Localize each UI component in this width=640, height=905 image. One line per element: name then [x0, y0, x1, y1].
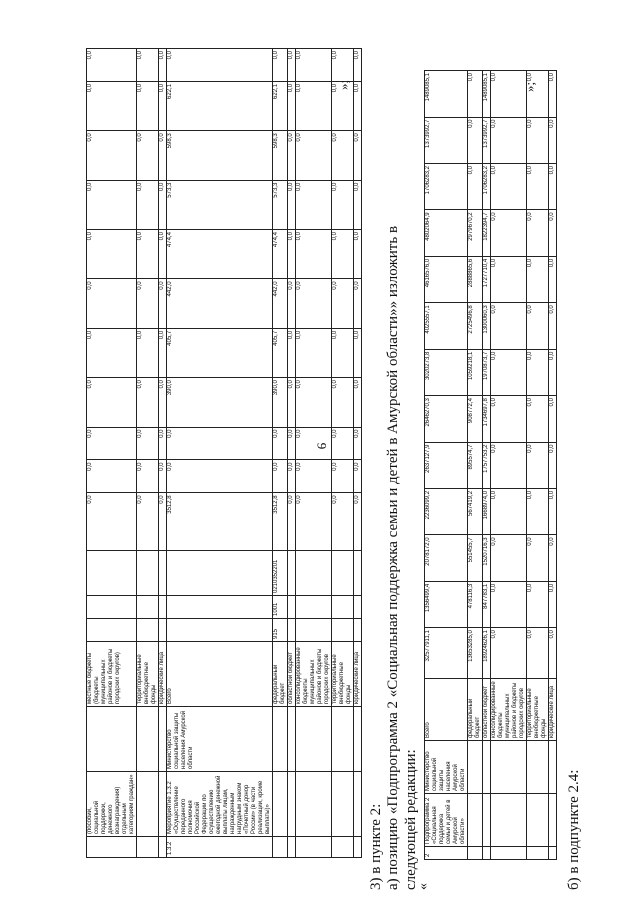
value-cell: 0,0	[87, 131, 137, 180]
table-cell: 2	[425, 847, 468, 860]
table-cell	[273, 772, 288, 837]
table-cell	[491, 741, 527, 794]
table-cell	[87, 707, 137, 772]
value-cell: 573,3	[273, 180, 288, 229]
value-cell: 0,0	[354, 378, 362, 427]
table-row	[159, 49, 167, 858]
table-cell: (пособий, социальной поддержки, денежного вознаграждения) отдельным категориям граждан»	[87, 772, 137, 837]
table-cell	[354, 551, 362, 596]
budget-table-continuation	[86, 48, 362, 858]
table-cell	[87, 596, 137, 619]
table-cell: юридические лица	[549, 679, 557, 741]
value-cell: 0,0	[549, 210, 557, 256]
value-cell: 0,0	[288, 279, 296, 328]
table-1	[86, 48, 362, 858]
value-cell: 567419,2	[468, 488, 483, 534]
value-cell: 1668974,0	[483, 488, 491, 534]
value-cell: 622,1	[273, 81, 288, 130]
value-cell: 0,0	[527, 581, 549, 627]
value-cell: 0,0	[549, 396, 557, 442]
table-cell: Подпрограмма 2 «Социальная поддержка семьи и детей в Амурской области»	[425, 794, 468, 847]
table-cell: консолидированные бюджеты муниципальных районов и бюджеты городских округов	[491, 679, 527, 741]
value-cell: 2979670,2	[468, 210, 483, 256]
value-cell: 0,0	[491, 210, 527, 256]
table-cell	[87, 551, 137, 596]
value-cell: 0,0	[87, 49, 137, 82]
value-cell: 0,0	[354, 279, 362, 328]
value-cell: 0,0	[332, 180, 354, 229]
value-cell: 0,0	[296, 81, 332, 130]
value-cell: 0,0	[296, 180, 332, 229]
table-cell	[549, 847, 557, 860]
value-cell: 0,0	[137, 279, 159, 328]
value-cell: 2078172,0	[425, 535, 468, 581]
table-cell	[288, 551, 296, 596]
value-cell: 0,0	[332, 49, 354, 82]
table-cell: 1.3.2	[167, 837, 273, 858]
value-cell: 0,0	[87, 328, 137, 377]
value-cell: 0,0	[491, 117, 527, 163]
table-cell	[87, 837, 137, 858]
table-cell	[159, 707, 167, 772]
value-cell: 0,0	[159, 230, 167, 279]
value-cell: 0,0	[159, 378, 167, 427]
value-cell: 2637127,9	[425, 442, 468, 488]
value-cell: 847783,1	[483, 581, 491, 627]
table-cell	[87, 619, 137, 642]
value-cell: 0,0	[527, 349, 549, 395]
value-cell: 2646270,3	[425, 396, 468, 442]
value-cell: 0,0	[549, 303, 557, 349]
value-cell: 0,0	[332, 328, 354, 377]
value-cell: 1520716,3	[483, 535, 491, 581]
value-cell: 2236099,2	[425, 488, 468, 534]
table-cell	[296, 707, 332, 772]
table-cell: областной бюджет	[288, 642, 296, 707]
value-cell: 0,0	[527, 442, 549, 488]
value-cell: 0,0	[354, 460, 362, 493]
value-cell: 0,0	[527, 71, 549, 118]
value-cell: 1706283,2	[425, 163, 468, 209]
table-cell	[159, 551, 167, 596]
value-cell: 0,0	[137, 328, 159, 377]
value-cell: 0,0	[159, 328, 167, 377]
value-cell: 0,0	[491, 303, 527, 349]
item-b-heading: б) в подпункте 2.4:	[566, 769, 582, 890]
table-cell	[332, 596, 354, 619]
value-cell: 0,0	[137, 81, 159, 130]
value-cell: 0,0	[288, 378, 296, 427]
value-cell: 0,0	[273, 49, 288, 82]
table-row	[425, 71, 468, 860]
value-cell: 0,0	[296, 230, 332, 279]
value-cell: 0,0	[288, 230, 296, 279]
value-cell: 908772,4	[468, 396, 483, 442]
table-cell	[483, 741, 491, 794]
table-cell: юридические лица	[159, 642, 167, 707]
value-cell: 0,0	[332, 279, 354, 328]
value-cell: 0,0	[549, 117, 557, 163]
value-cell: 32577911,1	[425, 628, 468, 679]
value-cell: 0,0	[527, 488, 549, 534]
value-cell: 0,0	[159, 49, 167, 82]
table-cell	[288, 707, 296, 772]
value-cell: 0,0	[87, 493, 137, 551]
value-cell: 598,3	[273, 131, 288, 180]
value-cell: 0,0	[549, 581, 557, 627]
table-cell	[137, 772, 159, 837]
table-cell: Министерство социальной защиты населения Амурской области	[425, 741, 468, 794]
value-cell: 0,0	[549, 163, 557, 209]
table-cell	[167, 596, 273, 619]
value-cell: 1489085,1	[483, 71, 491, 118]
value-cell: 0,0	[137, 378, 159, 427]
table-cell	[354, 619, 362, 642]
table-cell: территориальные внебюджетные фонды	[137, 642, 159, 707]
value-cell: 0,0	[87, 81, 137, 130]
table-cell	[354, 837, 362, 858]
value-cell: 0,0	[296, 131, 332, 180]
value-cell: 0,0	[527, 163, 549, 209]
table-cell: юридические лица	[354, 642, 362, 707]
value-cell: 0,0	[332, 131, 354, 180]
value-cell: 0,0	[354, 230, 362, 279]
value-cell: 0,0	[491, 442, 527, 488]
table-cell	[468, 847, 483, 860]
value-cell: 0,0	[491, 163, 527, 209]
table-cell	[354, 707, 362, 772]
value-cell: 0,0	[167, 49, 273, 82]
value-cell: 3512,8	[273, 493, 288, 551]
value-cell: 0,0	[527, 303, 549, 349]
value-cell: 0,0	[549, 535, 557, 581]
table-cell	[137, 707, 159, 772]
value-cell: 1489085,1	[425, 71, 468, 118]
value-cell: 0,0	[296, 328, 332, 377]
value-cell: 0,0	[273, 460, 288, 493]
value-cell: 0,0	[288, 328, 296, 377]
table-cell	[491, 847, 527, 860]
value-cell: 0,0	[288, 131, 296, 180]
value-cell: 0,0	[527, 256, 549, 302]
value-cell: 0,0	[167, 427, 273, 460]
value-cell: 0,0	[296, 49, 332, 82]
value-cell: 0,0	[296, 460, 332, 493]
value-cell: 0,0	[296, 427, 332, 460]
value-cell: 13653285,0	[468, 628, 483, 679]
value-cell: 1300060,3	[483, 303, 491, 349]
table-cell	[483, 794, 491, 847]
table-cell	[354, 772, 362, 837]
value-cell: 0,0	[137, 493, 159, 551]
table-row	[527, 71, 549, 860]
value-cell: 0,0	[549, 628, 557, 679]
value-cell: 0,0	[549, 488, 557, 534]
value-cell: 0,0	[87, 378, 137, 427]
table-row	[483, 71, 491, 860]
table-cell	[296, 772, 332, 837]
opening-quote: «	[416, 883, 431, 890]
table-cell	[288, 772, 296, 837]
value-cell: 4616576,0	[425, 256, 468, 302]
value-cell: 1822394,7	[483, 210, 491, 256]
table-cell	[296, 837, 332, 858]
value-cell: 405,7	[273, 328, 288, 377]
table-cell: консолидированные бюджеты муниципальных районов и бюджеты городских округов	[296, 642, 332, 707]
value-cell: 1059218,1	[468, 349, 483, 395]
value-cell: 0,0	[549, 442, 557, 488]
table-cell	[332, 619, 354, 642]
table-cell: федеральный бюджет	[468, 679, 483, 741]
table-cell	[288, 596, 296, 619]
table-cell	[137, 596, 159, 619]
value-cell: 474,4	[167, 230, 273, 279]
table-row	[549, 71, 557, 860]
table-cell	[159, 619, 167, 642]
table-cell	[159, 772, 167, 837]
table-cell	[167, 551, 273, 596]
value-cell: 0,0	[491, 71, 527, 118]
subprogram-2-table	[424, 70, 557, 860]
table-cell: 1001	[273, 596, 288, 619]
table-cell: федеральный бюджет	[273, 642, 288, 707]
value-cell: 0,0	[354, 427, 362, 460]
table-cell: 0210352201	[273, 551, 288, 596]
table-cell	[159, 837, 167, 858]
table-cell	[527, 847, 549, 860]
value-cell: 0,0	[296, 378, 332, 427]
table-cell	[296, 551, 332, 596]
closing-quote-1: »;	[336, 79, 351, 90]
value-cell: 0,0	[332, 493, 354, 551]
table-cell	[332, 707, 354, 772]
table-cell	[468, 741, 483, 794]
table-2	[424, 70, 557, 860]
value-cell: 0,0	[468, 117, 483, 163]
value-cell: 0,0	[296, 279, 332, 328]
value-cell: 0,0	[354, 180, 362, 229]
value-cell: 18924626,1	[483, 628, 491, 679]
table-cell	[527, 741, 549, 794]
table-cell: территориальные внебюджетные фонды	[332, 642, 354, 707]
table-row	[87, 49, 137, 858]
value-cell: 0,0	[491, 488, 527, 534]
table-cell: Министерство социальной защиты населения Амурской области	[167, 707, 273, 772]
table-cell	[137, 837, 159, 858]
value-cell: 0,0	[137, 49, 159, 82]
value-cell: 0,0	[87, 230, 137, 279]
value-cell: 0,0	[468, 71, 483, 118]
value-cell: 2725496,8	[468, 303, 483, 349]
value-cell: 598,3	[167, 131, 273, 180]
value-cell: 0,0	[159, 460, 167, 493]
value-cell: 3512,8	[167, 493, 273, 551]
value-cell: 2888865,6	[468, 256, 483, 302]
value-cell: 0,0	[137, 180, 159, 229]
value-cell: 622,1	[167, 81, 273, 130]
value-cell: 0,0	[288, 493, 296, 551]
item-a-heading: а) позицию «Подпрограмма 2 «Социальная поддержка семьи и детей в Амурской области»» изложить в	[385, 225, 401, 890]
value-cell: 1706283,2	[483, 163, 491, 209]
table-cell	[332, 772, 354, 837]
table-cell	[159, 596, 167, 619]
table-cell: областной бюджет	[483, 679, 491, 741]
table-row	[491, 71, 527, 860]
table-row	[137, 49, 159, 858]
table-cell	[491, 794, 527, 847]
table-cell	[549, 741, 557, 794]
value-cell: 0,0	[468, 163, 483, 209]
table-cell	[354, 596, 362, 619]
value-cell: 0,0	[332, 460, 354, 493]
value-cell: 405,7	[167, 328, 273, 377]
value-cell: 1970873,7	[483, 349, 491, 395]
table-row	[167, 49, 273, 858]
table-cell	[527, 794, 549, 847]
value-cell: 390,0	[273, 378, 288, 427]
value-cell: 0,0	[87, 460, 137, 493]
table-row	[273, 49, 288, 858]
value-cell: 0,0	[354, 493, 362, 551]
item-a-continuation: следующей редакции:	[403, 749, 419, 890]
table-cell	[288, 837, 296, 858]
value-cell: 0,0	[491, 535, 527, 581]
closing-quote-2: »;	[522, 81, 537, 92]
value-cell: 0,0	[87, 180, 137, 229]
value-cell: 0,0	[354, 49, 362, 82]
value-cell: 442,0	[273, 279, 288, 328]
table-cell	[137, 551, 159, 596]
value-cell: 478116,3	[468, 581, 483, 627]
value-cell: 4025557,1	[425, 303, 468, 349]
value-cell: 0,0	[137, 230, 159, 279]
value-cell: 0,0	[527, 628, 549, 679]
value-cell: 474,4	[273, 230, 288, 279]
table-cell	[288, 619, 296, 642]
value-cell: 0,0	[159, 427, 167, 460]
table-cell	[549, 794, 557, 847]
value-cell: 0,0	[491, 256, 527, 302]
value-cell: 0,0	[549, 349, 557, 395]
value-cell: 0,0	[354, 328, 362, 377]
table-row	[296, 49, 332, 858]
table-cell: местные бюджеты (бюджеты муниципальных районов и бюджеты городских округов)	[87, 642, 137, 707]
value-cell: 442,0	[167, 279, 273, 328]
value-cell: 4802064,9	[425, 210, 468, 256]
value-cell: 0,0	[87, 279, 137, 328]
value-cell: 895574,7	[468, 442, 483, 488]
value-cell: 0,0	[491, 396, 527, 442]
table-row	[332, 49, 354, 858]
table-cell	[273, 707, 288, 772]
value-cell: 0,0	[159, 180, 167, 229]
table-cell	[137, 619, 159, 642]
value-cell: 0,0	[491, 628, 527, 679]
value-cell: 0,0	[159, 131, 167, 180]
value-cell: 3020273,8	[425, 349, 468, 395]
table-cell	[296, 619, 332, 642]
value-cell: 573,3	[167, 180, 273, 229]
value-cell: 1734697,8	[483, 396, 491, 442]
value-cell: 0,0	[273, 427, 288, 460]
value-cell: 0,0	[159, 81, 167, 130]
table-cell	[296, 596, 332, 619]
value-cell: 0,0	[159, 279, 167, 328]
table-cell: Всего	[167, 642, 273, 707]
table-cell: 915	[273, 619, 288, 642]
table-cell	[273, 837, 288, 858]
value-cell: 1757753,2	[483, 442, 491, 488]
table-row	[354, 49, 362, 858]
value-cell: 0,0	[332, 81, 354, 130]
value-cell: 0,0	[288, 81, 296, 130]
value-cell: 1373992,7	[425, 117, 468, 163]
table-cell: территориальные внебюджетные фонды	[527, 679, 549, 741]
value-cell: 1727710,4	[483, 256, 491, 302]
value-cell: 0,0	[288, 180, 296, 229]
table-cell: Мероприятие 1.3.2 «Осуществление переданного полномочия Российской Федерации по осуществлению ежегодной денежной выплаты лицам, награжденным нагрудным знаком «Почетный донор России» (в части реализации, кроме выплаты)»	[167, 772, 273, 837]
table-cell	[167, 619, 273, 642]
value-cell: 0,0	[491, 349, 527, 395]
table-cell	[483, 847, 491, 860]
value-cell: 390,0	[167, 378, 273, 427]
value-cell: 0,0	[296, 493, 332, 551]
page-number: 9	[314, 442, 330, 450]
value-cell: 0,0	[137, 460, 159, 493]
value-cell: 0,0	[288, 460, 296, 493]
value-cell: 551455,7	[468, 535, 483, 581]
table-cell	[468, 794, 483, 847]
value-cell: 0,0	[527, 210, 549, 256]
value-cell: 0,0	[527, 396, 549, 442]
table-cell	[332, 837, 354, 858]
table-row	[468, 71, 483, 860]
value-cell: 0,0	[549, 256, 557, 302]
value-cell: 0,0	[549, 71, 557, 118]
table-row	[288, 49, 296, 858]
value-cell: 0,0	[137, 131, 159, 180]
value-cell: 0,0	[159, 493, 167, 551]
value-cell: 0,0	[354, 81, 362, 130]
value-cell: 0,0	[288, 49, 296, 82]
value-cell: 0,0	[288, 427, 296, 460]
table-cell	[332, 551, 354, 596]
table-cell: Всего	[425, 679, 468, 741]
value-cell: 0,0	[167, 460, 273, 493]
value-cell: 0,0	[332, 230, 354, 279]
value-cell: 0,0	[527, 117, 549, 163]
value-cell: 0,0	[332, 378, 354, 427]
value-cell: 0,0	[87, 427, 137, 460]
item-3-heading: 3) в пункте 2:	[368, 803, 384, 890]
value-cell: 0,0	[527, 535, 549, 581]
value-cell: 0,0	[354, 131, 362, 180]
value-cell: 1373992,7	[483, 117, 491, 163]
value-cell: 0,0	[332, 427, 354, 460]
value-cell: 1356499,4	[425, 581, 468, 627]
value-cell: 0,0	[137, 427, 159, 460]
value-cell: 0,0	[491, 581, 527, 627]
